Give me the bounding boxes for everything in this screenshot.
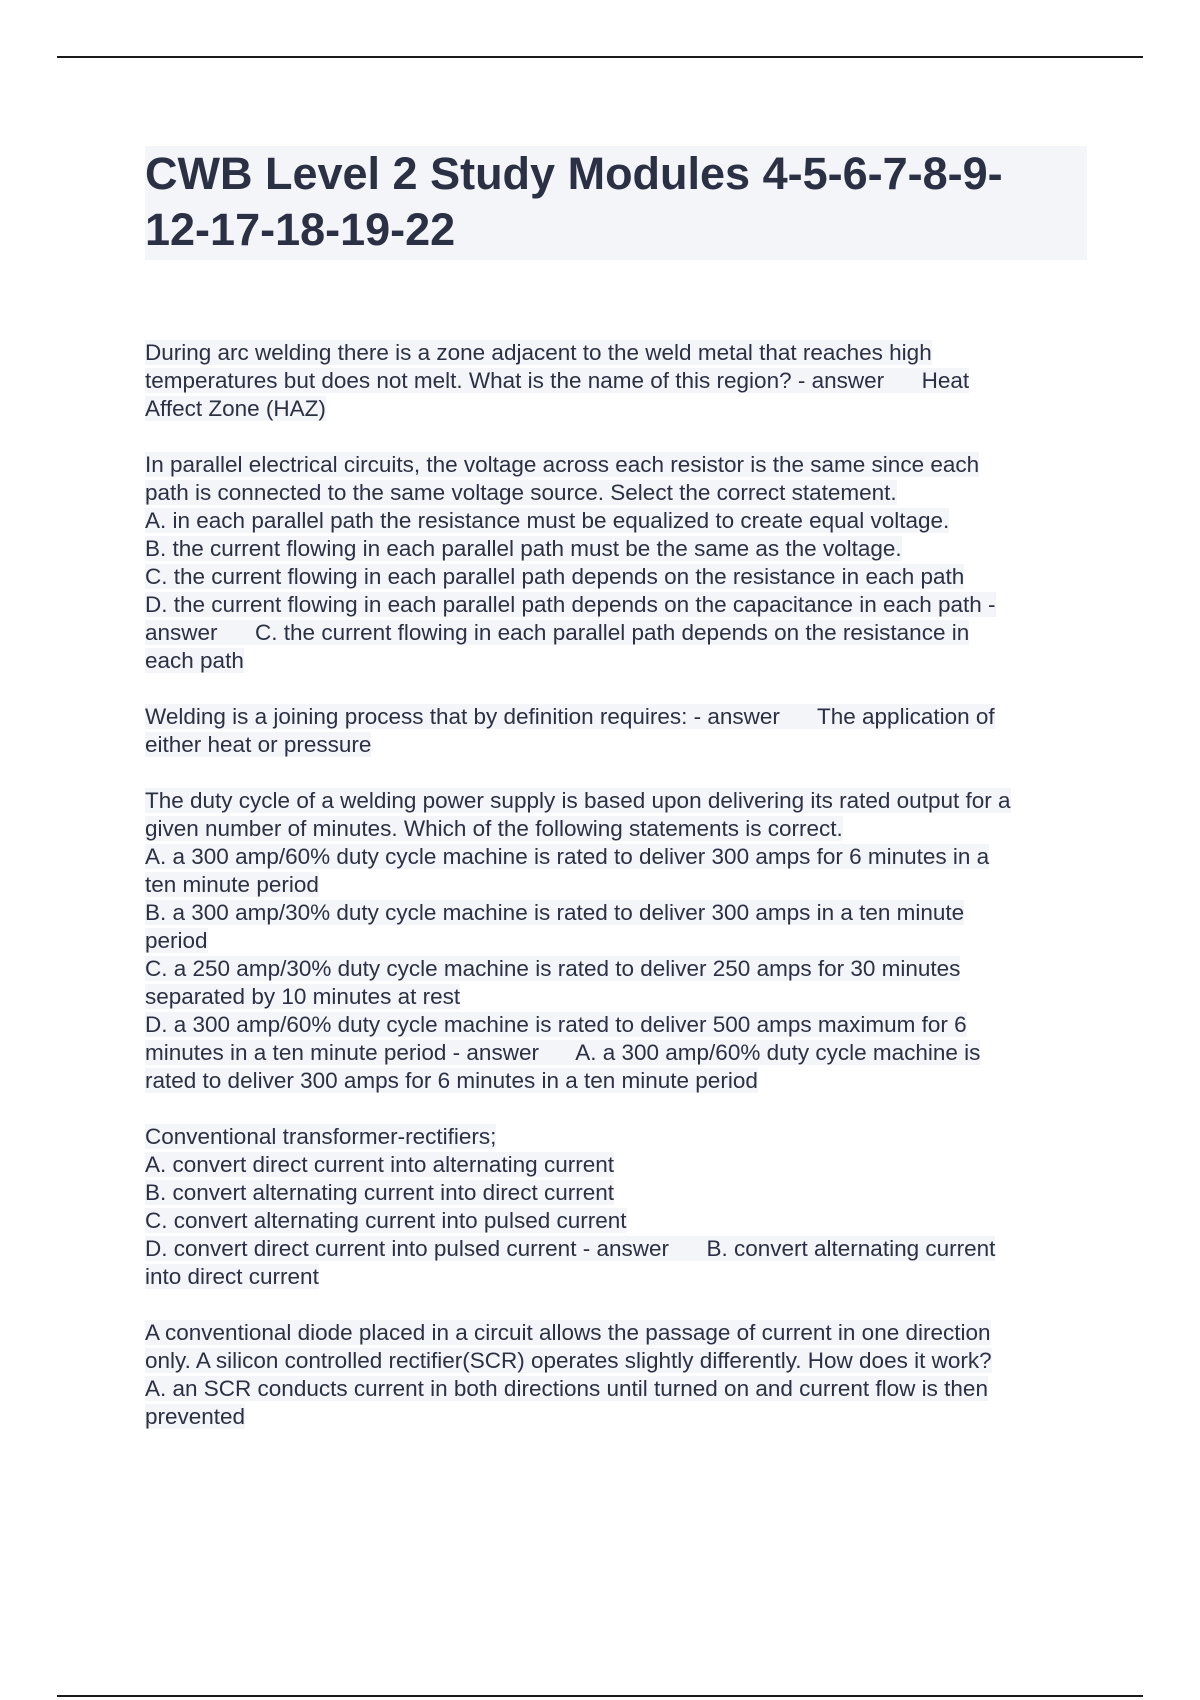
text-line: A conventional diode placed in a circuit allows the passage of current in one direction: [145, 1320, 991, 1345]
text-line: During arc welding there is a zone adjacent to the weld metal that reaches high: [145, 340, 932, 365]
text-line: B. a 300 amp/30% duty cycle machine is rated to deliver 300 amps in a ten minute: [145, 900, 965, 925]
text-line: B. convert alternating current into direct current: [145, 1180, 614, 1205]
text-line: B. the current flowing in each parallel path must be the same as the voltage.: [145, 536, 902, 561]
text-line: A. convert direct current into alternating current: [145, 1152, 614, 1177]
text-line: A. an SCR conducts current in both directions until turned on and current flow is then: [145, 1376, 988, 1401]
text-line: ten minute period: [145, 872, 319, 897]
top-rule: [57, 56, 1143, 58]
qa-item: [145, 339, 1085, 423]
title-line: CWB Level 2 Study Modules 4-5-6-7-8-9-: [145, 148, 1003, 199]
text-line: C. the current flowing in each parallel path depends on the resistance in each path: [145, 564, 965, 589]
text-line: The duty cycle of a welding power supply is based upon delivering its rated output for a: [145, 788, 1011, 813]
study-content: [145, 339, 1085, 1459]
text-line: temperatures but does not melt. What is the name of this region? - answer Heat: [145, 368, 970, 393]
qa-item: [145, 703, 1085, 759]
title-line: 12-17-18-19-22: [145, 204, 456, 255]
text-line: D. the current flowing in each parallel path depends on the capacitance in each path -: [145, 592, 996, 617]
qa-item: [145, 451, 1085, 675]
text-line: Conventional transformer-rectifiers;: [145, 1124, 497, 1149]
text-line: rated to deliver 300 amps for 6 minutes in a ten minute period: [145, 1068, 758, 1093]
bottom-rule: [57, 1695, 1143, 1697]
text-line: period: [145, 928, 208, 953]
text-line: each path: [145, 648, 244, 673]
text-line: answer C. the current flowing in each parallel path depends on the resistance in: [145, 620, 970, 645]
text-line: given number of minutes. Which of the following statements is correct.: [145, 816, 843, 841]
text-line: into direct current: [145, 1264, 319, 1289]
qa-item: [145, 1123, 1085, 1291]
text-line: In parallel electrical circuits, the voltage across each resistor is the same since each: [145, 452, 980, 477]
qa-item: [145, 787, 1085, 1095]
qa-item: [145, 1319, 1085, 1431]
text-line: D. convert direct current into pulsed current - answer B. convert alternating current: [145, 1236, 996, 1261]
text-line: minutes in a ten minute period - answer A. a 300 amp/60% duty cycle machine is: [145, 1040, 981, 1065]
text-line: A. in each parallel path the resistance must be equalized to create equal voltage.: [145, 508, 950, 533]
title-block: [145, 146, 1087, 260]
text-line: A. a 300 amp/60% duty cycle machine is rated to deliver 300 amps for 6 minutes in a: [145, 844, 990, 869]
text-line: D. a 300 amp/60% duty cycle machine is rated to deliver 500 amps maximum for 6: [145, 1012, 967, 1037]
text-line: Welding is a joining process that by definition requires: - answer The application of: [145, 704, 995, 729]
text-line: separated by 10 minutes at rest: [145, 984, 461, 1009]
text-line: either heat or pressure: [145, 732, 372, 757]
text-line: C. a 250 amp/30% duty cycle machine is rated to deliver 250 amps for 30 minutes: [145, 956, 961, 981]
text-line: path is connected to the same voltage source. Select the correct statement.: [145, 480, 897, 505]
text-line: only. A silicon controlled rectifier(SCR) operates slightly differently. How does it work?: [145, 1348, 992, 1373]
page-title: [145, 146, 1087, 258]
text-line: Affect Zone (HAZ): [145, 396, 326, 421]
text-line: C. convert alternating current into pulsed current: [145, 1208, 627, 1233]
text-line: prevented: [145, 1404, 246, 1429]
